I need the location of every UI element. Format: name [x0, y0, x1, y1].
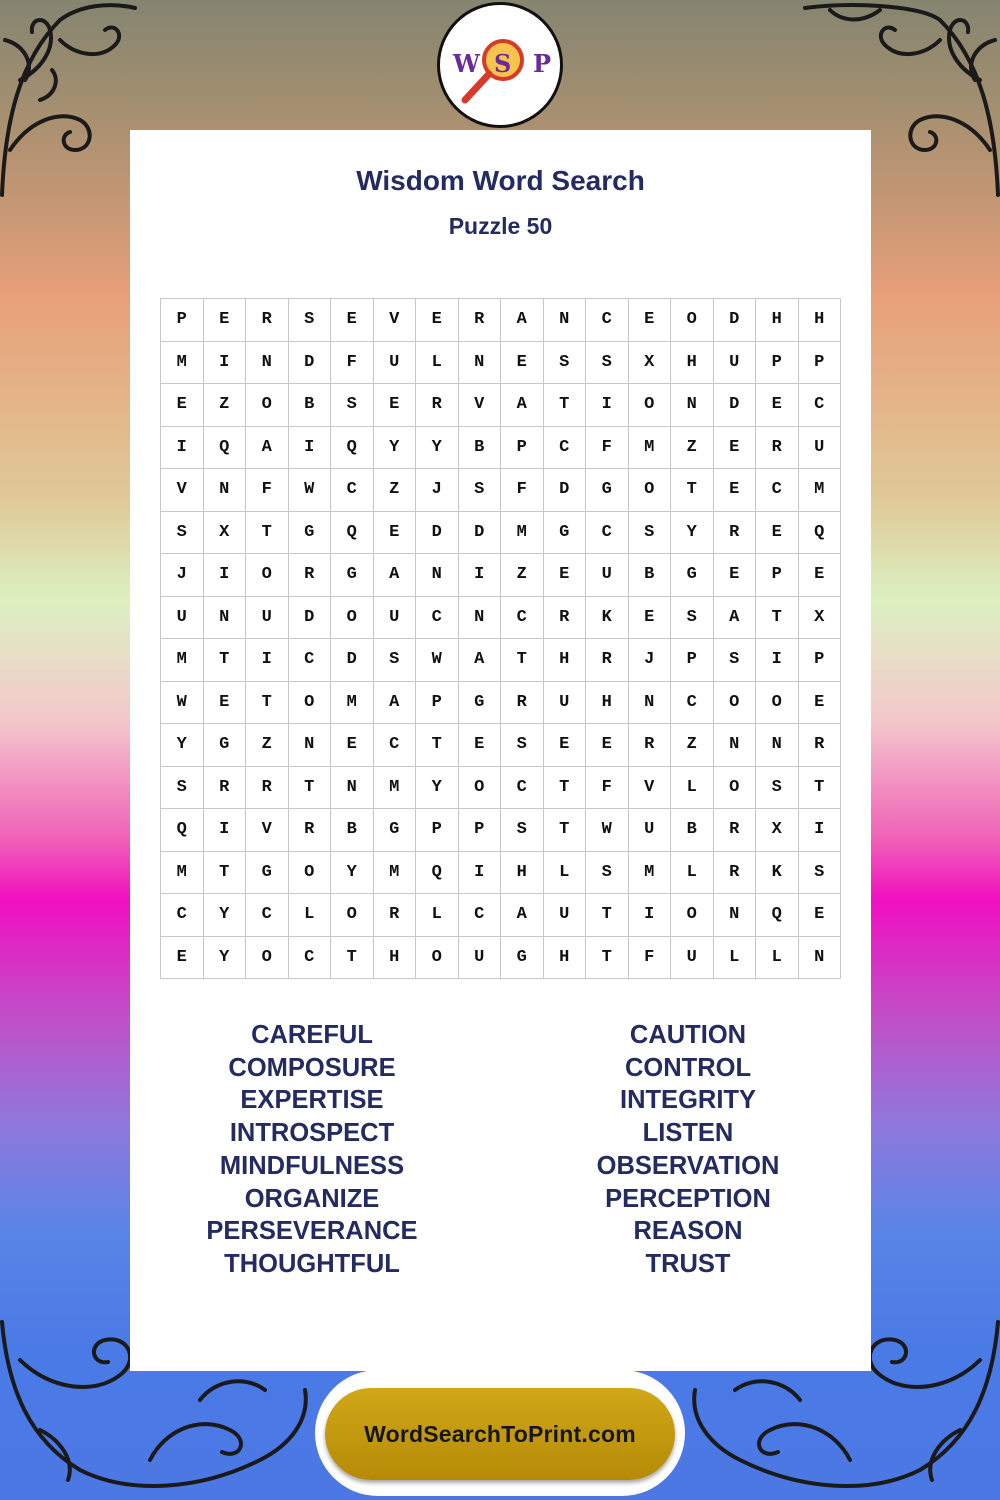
grid-cell[interactable]: B: [459, 427, 502, 470]
grid-cell[interactable]: B: [629, 554, 672, 597]
grid-cell[interactable]: E: [799, 682, 842, 725]
grid-cell[interactable]: U: [161, 597, 204, 640]
grid-cell[interactable]: Y: [671, 512, 714, 555]
grid-cell[interactable]: P: [799, 639, 842, 682]
puzzle-number: Puzzle 50: [448, 213, 553, 239]
grid-cell[interactable]: E: [756, 512, 799, 555]
grid-cell[interactable]: T: [671, 469, 714, 512]
grid-cell[interactable]: H: [544, 639, 587, 682]
grid-cell[interactable]: G: [289, 512, 332, 555]
grid-cell[interactable]: I: [629, 894, 672, 937]
grid-cell[interactable]: Y: [161, 724, 204, 767]
grid-cell[interactable]: B: [671, 809, 714, 852]
grid-cell[interactable]: D: [289, 342, 332, 385]
grid-cell[interactable]: Z: [204, 384, 247, 427]
grid-cell[interactable]: Y: [416, 767, 459, 810]
grid-cell[interactable]: C: [246, 894, 289, 937]
grid-cell[interactable]: T: [799, 767, 842, 810]
grid-cell[interactable]: C: [501, 767, 544, 810]
grid-cell[interactable]: L: [416, 342, 459, 385]
grid-cell[interactable]: O: [671, 299, 714, 342]
grid-cell[interactable]: P: [756, 554, 799, 597]
grid-cell[interactable]: X: [629, 342, 672, 385]
grid-cell[interactable]: J: [161, 554, 204, 597]
grid-cell[interactable]: F: [246, 469, 289, 512]
grid-cell[interactable]: C: [289, 639, 332, 682]
word-list-item: CAUTION: [629, 1021, 747, 1049]
grid-cell[interactable]: Y: [204, 937, 247, 980]
logo-letter-p: P: [533, 49, 552, 78]
grid-cell[interactable]: R: [544, 597, 587, 640]
grid-cell[interactable]: Y: [416, 427, 459, 470]
grid-cell[interactable]: O: [416, 937, 459, 980]
grid-cell[interactable]: S: [544, 342, 587, 385]
grid-cell[interactable]: L: [671, 852, 714, 895]
grid-cell[interactable]: D: [714, 384, 757, 427]
grid-cell[interactable]: K: [756, 852, 799, 895]
grid-cell[interactable]: N: [756, 724, 799, 767]
grid-cell[interactable]: Z: [246, 724, 289, 767]
grid-cell[interactable]: G: [246, 852, 289, 895]
grid-cell[interactable]: A: [374, 554, 417, 597]
grid-cell[interactable]: V: [459, 384, 502, 427]
grid-cell[interactable]: U: [629, 809, 672, 852]
grid-cell[interactable]: T: [544, 767, 587, 810]
grid-cell[interactable]: W: [289, 469, 332, 512]
letter-grid[interactable]: [160, 298, 841, 979]
grid-cell[interactable]: P: [501, 427, 544, 470]
grid-cell[interactable]: R: [374, 894, 417, 937]
grid-cell[interactable]: H: [544, 937, 587, 980]
grid-cell[interactable]: W: [586, 809, 629, 852]
grid-cell[interactable]: W: [161, 682, 204, 725]
grid-cell[interactable]: M: [799, 469, 842, 512]
grid-cell[interactable]: N: [544, 299, 587, 342]
grid-cell[interactable]: L: [289, 894, 332, 937]
grid-cell[interactable]: K: [586, 597, 629, 640]
grid-cell[interactable]: P: [671, 639, 714, 682]
grid-cell[interactable]: T: [756, 597, 799, 640]
grid-cell[interactable]: U: [671, 937, 714, 980]
grid-cell[interactable]: A: [459, 639, 502, 682]
grid-cell[interactable]: I: [204, 554, 247, 597]
grid-cell[interactable]: I: [204, 342, 247, 385]
grid-cell[interactable]: Q: [331, 512, 374, 555]
grid-cell[interactable]: N: [799, 937, 842, 980]
grid-cell[interactable]: T: [586, 894, 629, 937]
grid-cell[interactable]: E: [459, 724, 502, 767]
grid-cell[interactable]: D: [416, 512, 459, 555]
grid-cell[interactable]: U: [374, 342, 417, 385]
grid-cell[interactable]: A: [246, 427, 289, 470]
grid-cell[interactable]: Z: [671, 427, 714, 470]
grid-cell[interactable]: G: [501, 937, 544, 980]
grid-cell[interactable]: E: [756, 384, 799, 427]
grid-cell[interactable]: G: [374, 809, 417, 852]
grid-cell[interactable]: R: [289, 809, 332, 852]
grid-cell[interactable]: N: [714, 894, 757, 937]
grid-cell[interactable]: S: [161, 512, 204, 555]
grid-cell[interactable]: T: [204, 639, 247, 682]
grid-cell[interactable]: S: [459, 469, 502, 512]
grid-cell[interactable]: L: [756, 937, 799, 980]
grid-cell[interactable]: P: [416, 682, 459, 725]
grid-cell[interactable]: D: [459, 512, 502, 555]
word-list-item: INTEGRITY: [619, 1086, 756, 1115]
grid-cell[interactable]: P: [799, 342, 842, 385]
grid-cell[interactable]: U: [799, 427, 842, 470]
grid-cell[interactable]: I: [289, 427, 332, 470]
grid-cell[interactable]: M: [374, 852, 417, 895]
grid-cell[interactable]: L: [416, 894, 459, 937]
grid-cell[interactable]: J: [629, 639, 672, 682]
grid-cell[interactable]: A: [501, 299, 544, 342]
grid-cell[interactable]: O: [671, 894, 714, 937]
grid-cell[interactable]: V: [246, 809, 289, 852]
grid-cell[interactable]: R: [416, 384, 459, 427]
grid-cell[interactable]: U: [714, 342, 757, 385]
grid-cell[interactable]: U: [374, 597, 417, 640]
grid-cell[interactable]: P: [459, 809, 502, 852]
grid-cell[interactable]: Z: [671, 724, 714, 767]
word-list-item: PERCEPTION: [605, 1184, 771, 1213]
word-list-item: EXPERTISE: [240, 1086, 384, 1115]
grid-cell[interactable]: F: [331, 342, 374, 385]
grid-cell[interactable]: E: [161, 384, 204, 427]
grid-cell[interactable]: S: [586, 852, 629, 895]
grid-cell[interactable]: V: [629, 767, 672, 810]
grid-cell[interactable]: Q: [756, 894, 799, 937]
grid-cell[interactable]: D: [714, 299, 757, 342]
grid-cell[interactable]: A: [501, 384, 544, 427]
grid-cell[interactable]: C: [671, 682, 714, 725]
grid-cell[interactable]: T: [289, 767, 332, 810]
grid-cell[interactable]: L: [544, 852, 587, 895]
grid-cell[interactable]: Q: [799, 512, 842, 555]
grid-cell[interactable]: L: [671, 767, 714, 810]
grid-cell[interactable]: S: [501, 724, 544, 767]
grid-cell[interactable]: S: [586, 342, 629, 385]
grid-cell[interactable]: M: [501, 512, 544, 555]
grid-cell[interactable]: G: [331, 554, 374, 597]
grid-cell[interactable]: P: [161, 299, 204, 342]
grid-cell[interactable]: Q: [416, 852, 459, 895]
grid-cell[interactable]: E: [204, 682, 247, 725]
grid-cell[interactable]: F: [586, 427, 629, 470]
grid-cell[interactable]: X: [799, 597, 842, 640]
grid-cell[interactable]: Q: [204, 427, 247, 470]
word-list-item: CONTROL: [624, 1053, 752, 1082]
grid-cell[interactable]: A: [714, 597, 757, 640]
grid-cell[interactable]: C: [374, 724, 417, 767]
grid-cell[interactable]: N: [331, 767, 374, 810]
grid-cell[interactable]: V: [374, 299, 417, 342]
grid-cell[interactable]: S: [161, 767, 204, 810]
grid-cell[interactable]: O: [289, 852, 332, 895]
grid-cell[interactable]: R: [246, 299, 289, 342]
grid-cell[interactable]: E: [799, 894, 842, 937]
grid-cell[interactable]: F: [586, 767, 629, 810]
grid-cell[interactable]: M: [161, 852, 204, 895]
grid-cell[interactable]: T: [331, 937, 374, 980]
grid-cell[interactable]: D: [289, 597, 332, 640]
grid-cell[interactable]: S: [289, 299, 332, 342]
grid-cell[interactable]: H: [756, 299, 799, 342]
grid-cell[interactable]: J: [416, 469, 459, 512]
grid-cell[interactable]: M: [629, 852, 672, 895]
grid-cell[interactable]: C: [586, 512, 629, 555]
grid-cell[interactable]: O: [756, 682, 799, 725]
grid-cell[interactable]: G: [459, 682, 502, 725]
grid-cell[interactable]: R: [289, 554, 332, 597]
corner-flourish-top-left: [0, 0, 140, 200]
grid-cell[interactable]: S: [331, 384, 374, 427]
grid-cell[interactable]: Q: [331, 427, 374, 470]
grid-cell[interactable]: A: [501, 894, 544, 937]
word-list-right: [528, 1019, 848, 1281]
grid-cell[interactable]: R: [714, 512, 757, 555]
grid-cell[interactable]: B: [331, 809, 374, 852]
grid-cell[interactable]: N: [714, 724, 757, 767]
grid-cell[interactable]: H: [501, 852, 544, 895]
grid-cell[interactable]: E: [629, 597, 672, 640]
grid-cell[interactable]: E: [416, 299, 459, 342]
grid-cell[interactable]: R: [714, 852, 757, 895]
grid-cell[interactable]: Z: [501, 554, 544, 597]
grid-cell[interactable]: S: [501, 809, 544, 852]
footer-badge: [315, 1370, 685, 1496]
grid-cell[interactable]: I: [756, 639, 799, 682]
grid-cell[interactable]: E: [204, 299, 247, 342]
grid-cell[interactable]: O: [289, 682, 332, 725]
grid-cell[interactable]: C: [799, 384, 842, 427]
grid-cell[interactable]: U: [459, 937, 502, 980]
grid-cell[interactable]: X: [204, 512, 247, 555]
grid-cell[interactable]: E: [331, 299, 374, 342]
grid-cell[interactable]: C: [331, 469, 374, 512]
logo-letter-s: S: [494, 49, 512, 78]
grid-cell[interactable]: Y: [331, 852, 374, 895]
grid-cell[interactable]: R: [629, 724, 672, 767]
grid-cell[interactable]: P: [756, 342, 799, 385]
grid-cell[interactable]: I: [204, 809, 247, 852]
grid-cell[interactable]: Y: [204, 894, 247, 937]
site-logo[interactable]: [437, 2, 563, 128]
grid-cell[interactable]: C: [544, 427, 587, 470]
grid-cell[interactable]: O: [714, 682, 757, 725]
grid-cell[interactable]: N: [416, 554, 459, 597]
grid-cell[interactable]: N: [246, 342, 289, 385]
word-list-item: INTROSPECT: [229, 1119, 395, 1148]
puzzle-card: [130, 130, 871, 1371]
grid-cell[interactable]: H: [586, 682, 629, 725]
grid-cell[interactable]: R: [756, 427, 799, 470]
grid-cell[interactable]: C: [501, 597, 544, 640]
grid-cell[interactable]: S: [714, 639, 757, 682]
grid-cell[interactable]: E: [544, 724, 587, 767]
grid-cell[interactable]: P: [416, 809, 459, 852]
word-list-item: PERSEVERANCE: [206, 1217, 418, 1246]
word-list-left: [152, 1019, 472, 1281]
grid-cell[interactable]: E: [331, 724, 374, 767]
grid-cell[interactable]: U: [586, 554, 629, 597]
word-list-item: REASON: [633, 1217, 743, 1246]
grid-cell[interactable]: Z: [374, 469, 417, 512]
grid-cell[interactable]: D: [331, 639, 374, 682]
grid-cell[interactable]: I: [799, 809, 842, 852]
grid-cell[interactable]: D: [544, 469, 587, 512]
grid-cell[interactable]: H: [671, 342, 714, 385]
grid-cell[interactable]: T: [586, 937, 629, 980]
word-list-item: TRUST: [645, 1249, 731, 1278]
grid-cell[interactable]: F: [629, 937, 672, 980]
grid-cell[interactable]: E: [544, 554, 587, 597]
grid-cell[interactable]: I: [161, 427, 204, 470]
grid-cell[interactable]: O: [246, 937, 289, 980]
grid-cell[interactable]: N: [459, 342, 502, 385]
grid-cell[interactable]: N: [289, 724, 332, 767]
grid-cell[interactable]: T: [501, 639, 544, 682]
grid-cell[interactable]: C: [756, 469, 799, 512]
grid-cell[interactable]: O: [246, 554, 289, 597]
grid-cell[interactable]: E: [161, 937, 204, 980]
grid-cell[interactable]: E: [714, 554, 757, 597]
grid-cell[interactable]: C: [289, 937, 332, 980]
grid-cell[interactable]: E: [714, 469, 757, 512]
grid-cell[interactable]: W: [416, 639, 459, 682]
grid-cell[interactable]: A: [374, 682, 417, 725]
grid-cell[interactable]: N: [204, 597, 247, 640]
word-list-item: CAREFUL: [251, 1021, 373, 1049]
grid-cell[interactable]: R: [586, 639, 629, 682]
logo-letter-w: W: [453, 49, 480, 78]
grid-cell[interactable]: M: [374, 767, 417, 810]
grid-cell[interactable]: R: [204, 767, 247, 810]
grid-cell[interactable]: N: [671, 384, 714, 427]
grid-cell[interactable]: G: [671, 554, 714, 597]
grid-cell[interactable]: E: [799, 554, 842, 597]
grid-cell[interactable]: E: [374, 384, 417, 427]
grid-cell[interactable]: O: [331, 597, 374, 640]
grid-cell[interactable]: T: [246, 682, 289, 725]
grid-cell[interactable]: N: [629, 682, 672, 725]
grid-cell[interactable]: O: [629, 384, 672, 427]
grid-cell[interactable]: O: [246, 384, 289, 427]
puzzle-title: Wisdom Word Search: [356, 165, 645, 196]
grid-cell[interactable]: O: [629, 469, 672, 512]
word-list-item: LISTEN: [642, 1119, 734, 1148]
grid-cell[interactable]: H: [374, 937, 417, 980]
grid-cell[interactable]: M: [161, 639, 204, 682]
grid-cell[interactable]: R: [246, 767, 289, 810]
grid-cell[interactable]: G: [586, 469, 629, 512]
grid-cell[interactable]: N: [204, 469, 247, 512]
grid-cell[interactable]: I: [459, 554, 502, 597]
grid-cell[interactable]: R: [799, 724, 842, 767]
grid-cell[interactable]: X: [756, 809, 799, 852]
word-list-item: MINDFULNESS: [219, 1151, 405, 1180]
grid-cell[interactable]: M: [629, 427, 672, 470]
grid-cell[interactable]: C: [161, 894, 204, 937]
grid-cell[interactable]: E: [586, 724, 629, 767]
word-list-item: COMPOSURE: [228, 1053, 396, 1082]
grid-cell[interactable]: M: [161, 342, 204, 385]
grid-cell[interactable]: E: [374, 512, 417, 555]
grid-cell[interactable]: T: [246, 512, 289, 555]
site-link-label: WordSearchToPrint.com: [364, 1420, 636, 1447]
grid-cell[interactable]: H: [799, 299, 842, 342]
grid-cell[interactable]: E: [629, 299, 672, 342]
grid-cell[interactable]: V: [161, 469, 204, 512]
grid-cell[interactable]: T: [544, 809, 587, 852]
word-list-item: OBSERVATION: [596, 1151, 780, 1180]
grid-cell[interactable]: R: [501, 682, 544, 725]
grid-cell[interactable]: I: [459, 852, 502, 895]
grid-cell[interactable]: C: [416, 597, 459, 640]
grid-cell[interactable]: U: [544, 682, 587, 725]
grid-cell[interactable]: C: [586, 299, 629, 342]
grid-cell[interactable]: Y: [374, 427, 417, 470]
grid-cell[interactable]: U: [246, 597, 289, 640]
word-list-item: THOUGHTFUL: [224, 1249, 400, 1278]
grid-cell[interactable]: U: [544, 894, 587, 937]
grid-cell[interactable]: E: [501, 342, 544, 385]
grid-cell[interactable]: F: [501, 469, 544, 512]
grid-cell[interactable]: Q: [161, 809, 204, 852]
grid-cell[interactable]: S: [756, 767, 799, 810]
grid-cell[interactable]: R: [714, 809, 757, 852]
grid-cell[interactable]: I: [586, 384, 629, 427]
grid-cell[interactable]: G: [204, 724, 247, 767]
grid-cell[interactable]: S: [374, 639, 417, 682]
grid-cell[interactable]: E: [714, 427, 757, 470]
grid-cell[interactable]: T: [544, 384, 587, 427]
grid-cell[interactable]: O: [714, 767, 757, 810]
grid-cell[interactable]: S: [799, 852, 842, 895]
grid-cell[interactable]: O: [459, 767, 502, 810]
site-link-button[interactable]: [325, 1388, 675, 1480]
grid-cell[interactable]: L: [714, 937, 757, 980]
word-list-item: ORGANIZE: [244, 1184, 380, 1213]
grid-cell[interactable]: M: [331, 682, 374, 725]
grid-cell[interactable]: S: [671, 597, 714, 640]
grid-cell[interactable]: T: [416, 724, 459, 767]
grid-cell[interactable]: S: [629, 512, 672, 555]
grid-cell[interactable]: R: [459, 299, 502, 342]
grid-cell[interactable]: G: [544, 512, 587, 555]
grid-cell[interactable]: C: [459, 894, 502, 937]
grid-cell[interactable]: O: [331, 894, 374, 937]
grid-cell[interactable]: B: [289, 384, 332, 427]
grid-cell[interactable]: T: [204, 852, 247, 895]
grid-cell[interactable]: I: [246, 639, 289, 682]
grid-cell[interactable]: N: [459, 597, 502, 640]
